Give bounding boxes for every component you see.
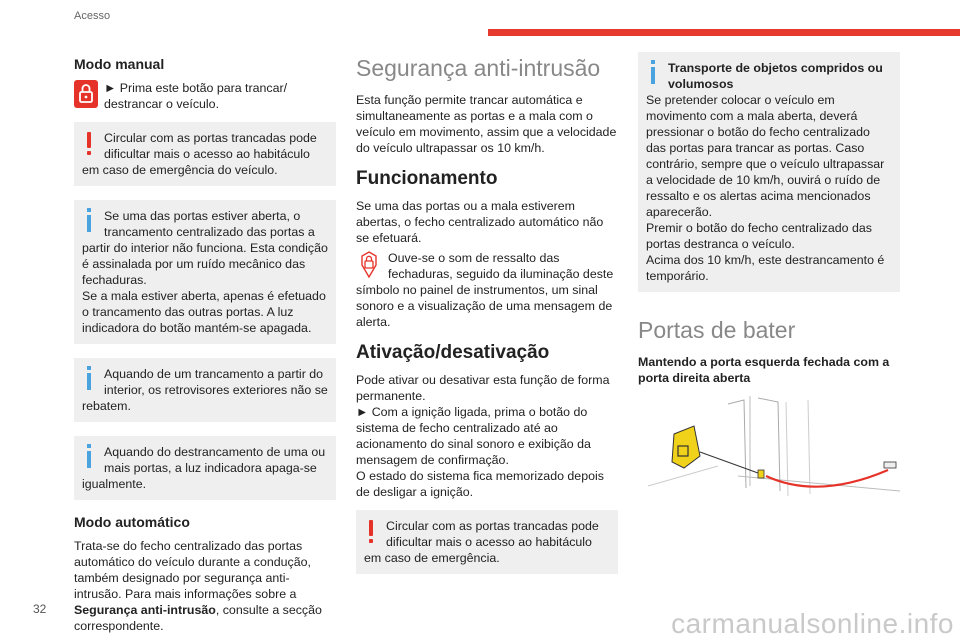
operation-icon-text: Ouve-se o som de ressalto das fechaduras, seguido da iluminação deste símbolo no painel de instrumentos, um sinal sonoro e a visualização de uma mensagem de alerta. (356, 251, 614, 329)
anti-intrusion-title: Segurança anti-intrusão (356, 55, 601, 81)
info-box-doors-open (74, 200, 336, 344)
swing-doors-subheading: Mantendo a porta esquerda fechada com a porta direita aberta (638, 355, 890, 385)
info-box-mirrors (74, 358, 336, 422)
info-box-indicator (74, 436, 336, 500)
column-1 (74, 52, 336, 644)
info-text: Aquando do destrancamento de uma ou mais portas, a luz indicadora apaga-se igualmente. (82, 445, 326, 491)
info-icon (82, 208, 98, 238)
warning-text: Circular com as portas trancadas pode dificultar mais o acesso ao habitáculo em caso de emergência do veículo. (82, 131, 317, 177)
warning-box (74, 122, 336, 186)
info-text: Se pretender colocar o veículo em movimento com a mala aberta, deverá pressionar o botão do fecho centralizado das portas para trancar as portas. Caso contrário, sempre que o veículo ultrapassar a velocidade de 10 km/h, ouvirá o ruído de ressalto e os alertas acima mencionados aparecerão. Premir o botão do fecho centralizado das portas destranca o veículo. Acima dos 10 km/h, este destrancamento é temporário. (646, 93, 885, 283)
info-icon (82, 444, 98, 474)
warning-text: Circular com as portas trancadas pode dificultar mais o acesso ao habitáculo em caso de emergência. (364, 519, 599, 565)
column-2 (356, 52, 618, 588)
section-title: Acesso (74, 10, 111, 22)
manual-mode-text: ► Prima este botão para trancar/ destrancar o veículo. (104, 81, 288, 111)
manual-mode-item (74, 80, 336, 112)
door-lock-warning-icon (356, 250, 382, 280)
auto-mode-heading: Modo automático (74, 514, 190, 530)
door-illustration (638, 396, 900, 501)
operation-text: Se uma das portas ou a mala estiverem abertas, o fecho centralizado automático não se efetuará. (356, 199, 604, 245)
info-text: Aquando de um trancamento a partir do interior, os retrovisores exteriores não se rebatem. (82, 367, 328, 413)
page-number: 32 (33, 602, 47, 616)
operation-icon-item (356, 250, 618, 330)
watermark: carmanualsonline.info (671, 608, 954, 639)
warning-box (356, 510, 618, 574)
warning-icon (364, 518, 380, 548)
column-3 (638, 52, 900, 501)
auto-mode-text: Trata-se do fecho centralizado das portas automático do veículo durante a condução, também designado por segurança anti-intrusão. Para mais informações sobre a Segurança anti-intrusão, consulte a secção correspondente. (74, 539, 322, 633)
manual-mode-heading: Modo manual (74, 56, 165, 72)
activation-heading: Ativação/desativação (356, 342, 550, 363)
info-icon (82, 366, 98, 396)
header-accent-bar (488, 29, 960, 36)
info-box-long-objects (638, 52, 900, 292)
activation-text: Pode ativar ou desativar esta função de forma permanente. ► Com a ignição ligada, prima o botão do sistema de fecho centralizado até ao acionamento do sinal sonoro e exibição da mensagem de confirmação. O estado do sistema fica memorizado depois de desligar a ignição. (356, 373, 610, 499)
lock-button-icon (74, 80, 98, 108)
info-text: Se uma das portas estiver aberta, o trancamento centralizado das portas a partir do interior não funciona. Esta condição é assinalada por um ruído mecânico das fechaduras. Se a mala estiver aberta, apenas é efetuado o trancamento das outras portas. A luz indicadora do botão mantém-se apagada. (82, 209, 328, 335)
warning-icon (82, 130, 98, 160)
swing-doors-title: Portas de bater (638, 317, 796, 343)
info-icon (646, 60, 662, 90)
info-title: Transporte de objetos compridos ou volumosos (668, 61, 883, 91)
anti-intrusion-intro: Esta função permite trancar automática e simultaneamente as portas e a mala com o veículo em movimento, assim que a velocidade do veículo ultrapassar os 10 km/h. (356, 93, 617, 155)
anti-intrusion-reference: Segurança anti-intrusão (74, 603, 216, 617)
operation-heading: Funcionamento (356, 168, 498, 189)
